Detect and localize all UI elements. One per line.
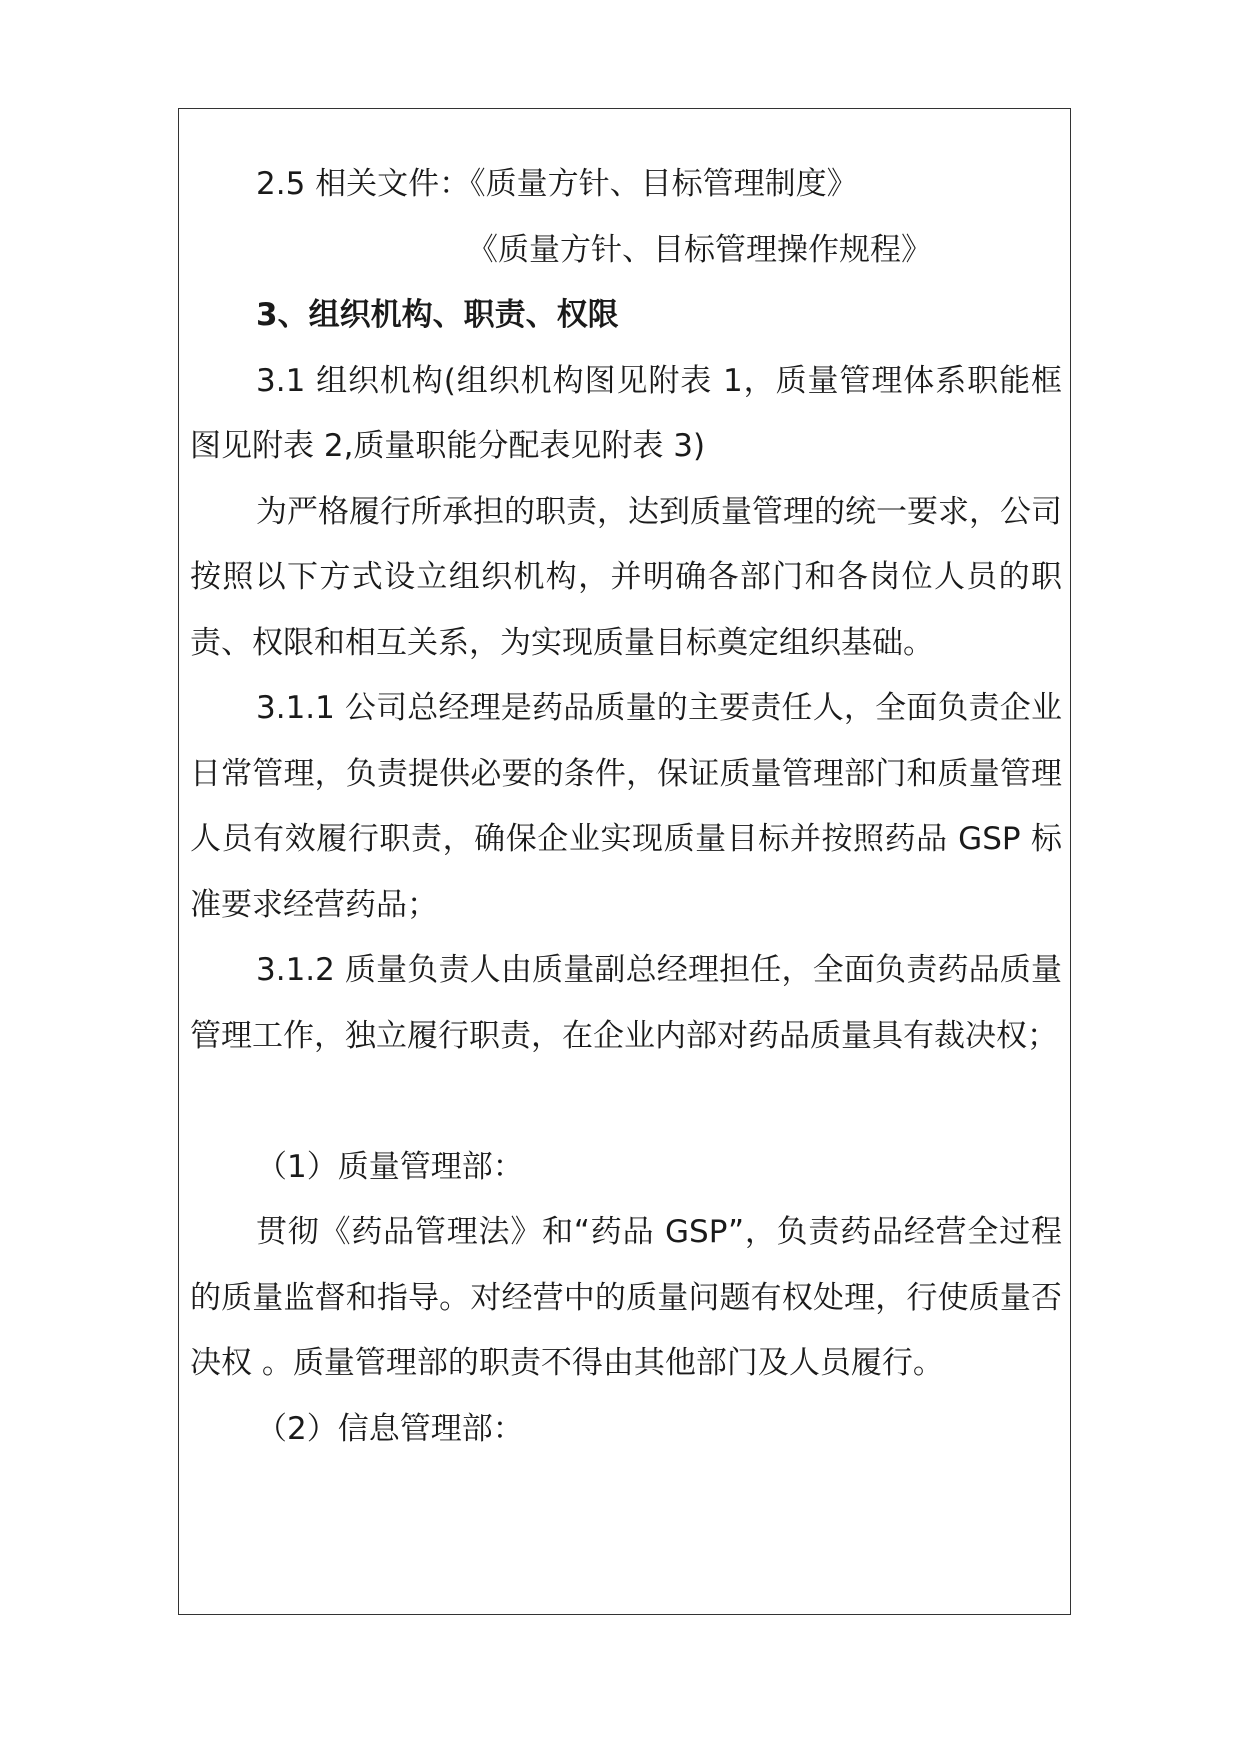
blank-line <box>190 1069 1062 1135</box>
subsection-2-title: （2）信息管理部： <box>256 1410 524 1447</box>
paragraph-3-1-1: 3.1.1 公司总经理是药品质量的主要责任人，全面负责企业日常管理，负责提供必要的条件，保证质量管理部门和质量管理人员有效履行职责，确保企业实现质量目标并按照药品 GSP 标准要求经营药品； <box>190 690 1062 923</box>
related-files-line-1: 2.5 相关文件：《质量方针、目标管理制度》 <box>256 166 858 202</box>
subsection-1-title: （1）质量管理部： <box>256 1148 524 1185</box>
paragraph-intro: 为严格履行所承担的职责，达到质量管理的统一要求，公司按照以下方式设立组织机构，并明确各部门和各岗位人员的职责、权限和相互关系，为实现质量目标奠定组织基础。 <box>190 493 1062 661</box>
paragraph-3-1: 3.1 组织机构(组织机构图见附表 1，质量管理体系职能框图见附表 2,质量职能分配表见附表 3) <box>190 362 1062 464</box>
document-body <box>190 152 1062 1462</box>
subsection-1-body: 贯彻《药品管理法》和“药品 GSP”，负责药品经营全过程的质量监督和指导。对经营中的质量问题有权处理，行使质量否决权 。质量管理部的职责不得由其他部门及人员履行。 <box>190 1214 1062 1381</box>
paragraph-3-1-2: 3.1.2 质量负责人由质量副总经理担任，全面负责药品质量管理工作，独立履行职责，在企业内部对药品质量具有裁决权； <box>190 952 1062 1054</box>
section-heading: 3、组织机构、职责、权限 <box>256 297 619 333</box>
related-files-line-2: 《质量方针、目标管理操作规程》 <box>467 231 932 268</box>
